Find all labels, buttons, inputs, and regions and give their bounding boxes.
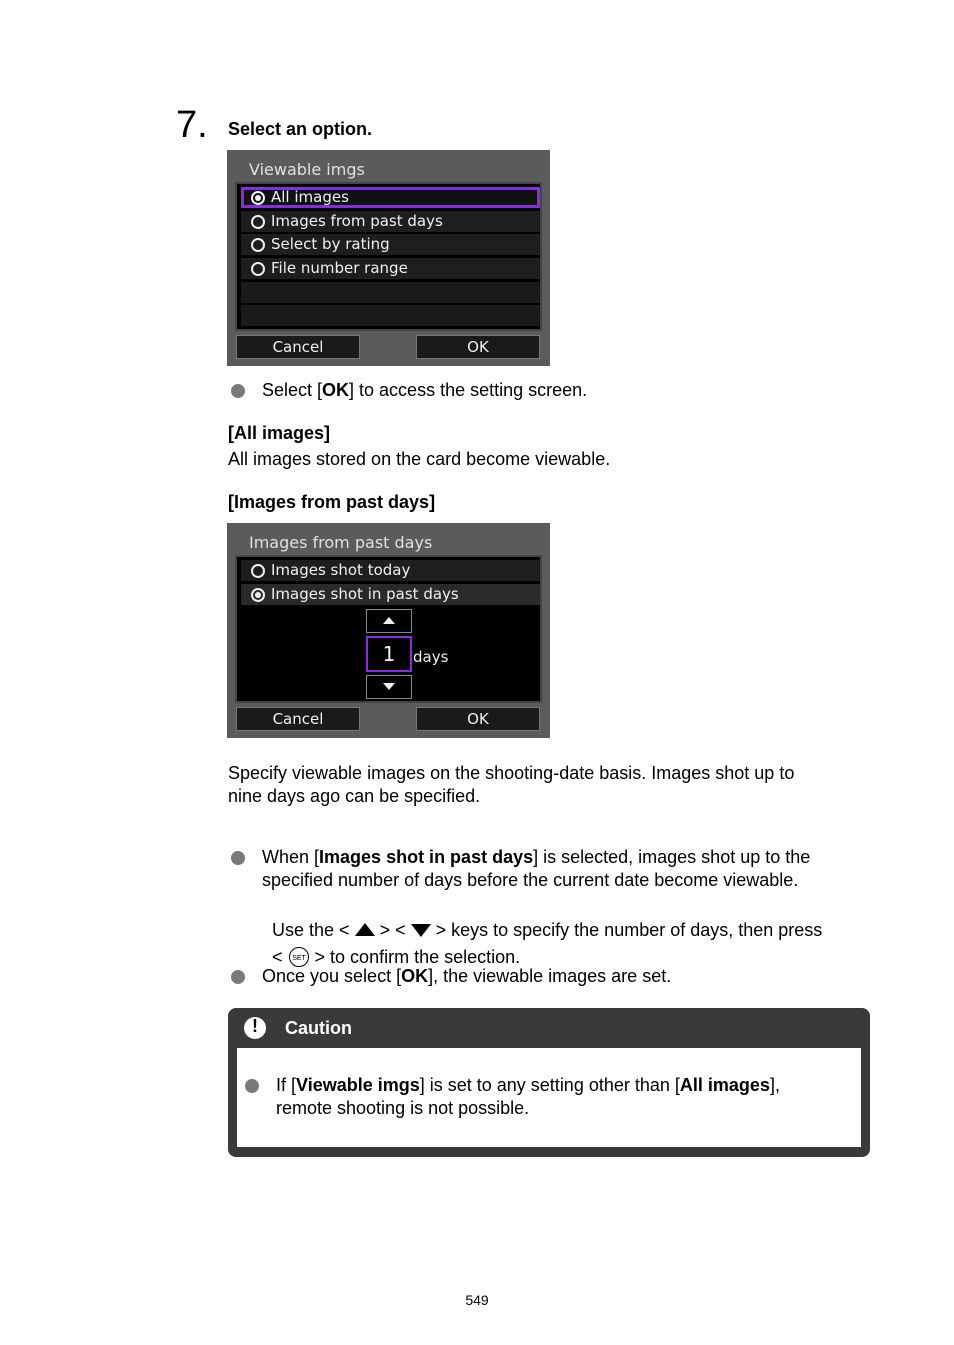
bullet-past-days-line1: When [Images shot in past days] is selected, images shot up to the xyxy=(262,847,811,867)
option-label: All images xyxy=(271,188,349,206)
option-select-by-rating[interactable] xyxy=(241,234,540,255)
bullet-ok-set: Once you select [OK], the viewable images are set. xyxy=(262,966,672,986)
viewable-imgs-screen xyxy=(227,150,550,366)
radio-icon xyxy=(251,564,265,578)
arrow-up-icon xyxy=(383,617,395,624)
caution-text-line2: remote shooting is not possible. xyxy=(276,1098,530,1118)
bullet-icon xyxy=(245,1079,259,1093)
option-label: Images shot today xyxy=(271,561,411,579)
images-from-past-days-screen xyxy=(227,523,550,738)
cancel-button[interactable]: Cancel xyxy=(236,335,360,359)
ok-button[interactable]: OK xyxy=(416,335,540,359)
option-label: File number range xyxy=(271,259,408,277)
increase-button[interactable] xyxy=(366,609,412,633)
past-days-heading: [Images from past days] xyxy=(228,492,436,512)
radio-selected-icon xyxy=(251,191,265,205)
caution-icon xyxy=(244,1017,266,1039)
step-number: 7. xyxy=(176,104,208,146)
arrow-down-icon xyxy=(383,683,395,690)
option-images-shot-in-past-days[interactable] xyxy=(241,584,540,605)
bullet-select-ok: Select [OK] to access the setting screen. xyxy=(262,380,588,400)
radio-selected-icon xyxy=(251,588,265,602)
specify-text-line1: Specify viewable images on the shooting-date basis. Images shot up to xyxy=(228,763,795,783)
page-number: 549 xyxy=(465,1292,489,1308)
days-unit: days xyxy=(413,648,449,666)
all-images-heading: [All images] xyxy=(228,423,331,443)
svg-text:SET: SET xyxy=(291,955,306,962)
caution-box xyxy=(228,1008,870,1157)
specify-text-line2: nine days ago can be specified. xyxy=(228,786,481,806)
bullet-past-days-line2: specified number of days before the current date become viewable. xyxy=(262,870,799,890)
caution-title: Caution xyxy=(285,1018,352,1038)
decrease-button[interactable] xyxy=(366,675,412,699)
options-panel xyxy=(235,182,542,331)
options-panel xyxy=(235,555,542,703)
bullet-icon xyxy=(231,384,245,398)
option-label: Images shot in past days xyxy=(271,585,459,603)
ok-button[interactable]: OK xyxy=(416,707,540,731)
bullet-past-days-line3: Use the < > < > keys to specify the number of days, then press xyxy=(272,920,823,940)
bullet-icon xyxy=(231,851,245,865)
option-images-shot-today[interactable] xyxy=(241,560,540,581)
radio-icon xyxy=(251,238,265,252)
all-images-text: All images stored on the card become viewable. xyxy=(228,449,611,469)
cancel-button[interactable]: Cancel xyxy=(236,707,360,731)
option-images-from-past-days[interactable] xyxy=(241,211,540,232)
radio-icon xyxy=(251,262,265,276)
step-title: Select an option. xyxy=(228,119,373,139)
caution-text-line1: If [Viewable imgs] is set to any setting other than [All images], xyxy=(276,1075,780,1095)
screen-title: Viewable imgs xyxy=(249,160,365,179)
screen-title: Images from past days xyxy=(249,533,433,552)
option-file-number-range[interactable] xyxy=(241,258,540,279)
days-value[interactable]: 1 xyxy=(366,636,412,672)
option-label: Images from past days xyxy=(271,212,443,230)
caution-body xyxy=(237,1048,861,1147)
empty-row xyxy=(241,282,540,303)
option-label: Select by rating xyxy=(271,235,390,253)
empty-row xyxy=(241,305,540,326)
radio-icon xyxy=(251,215,265,229)
option-all-images[interactable] xyxy=(241,187,540,208)
bullet-past-days-line4: < SET > to confirm the selection. xyxy=(272,947,521,967)
bullet-icon xyxy=(231,970,245,984)
